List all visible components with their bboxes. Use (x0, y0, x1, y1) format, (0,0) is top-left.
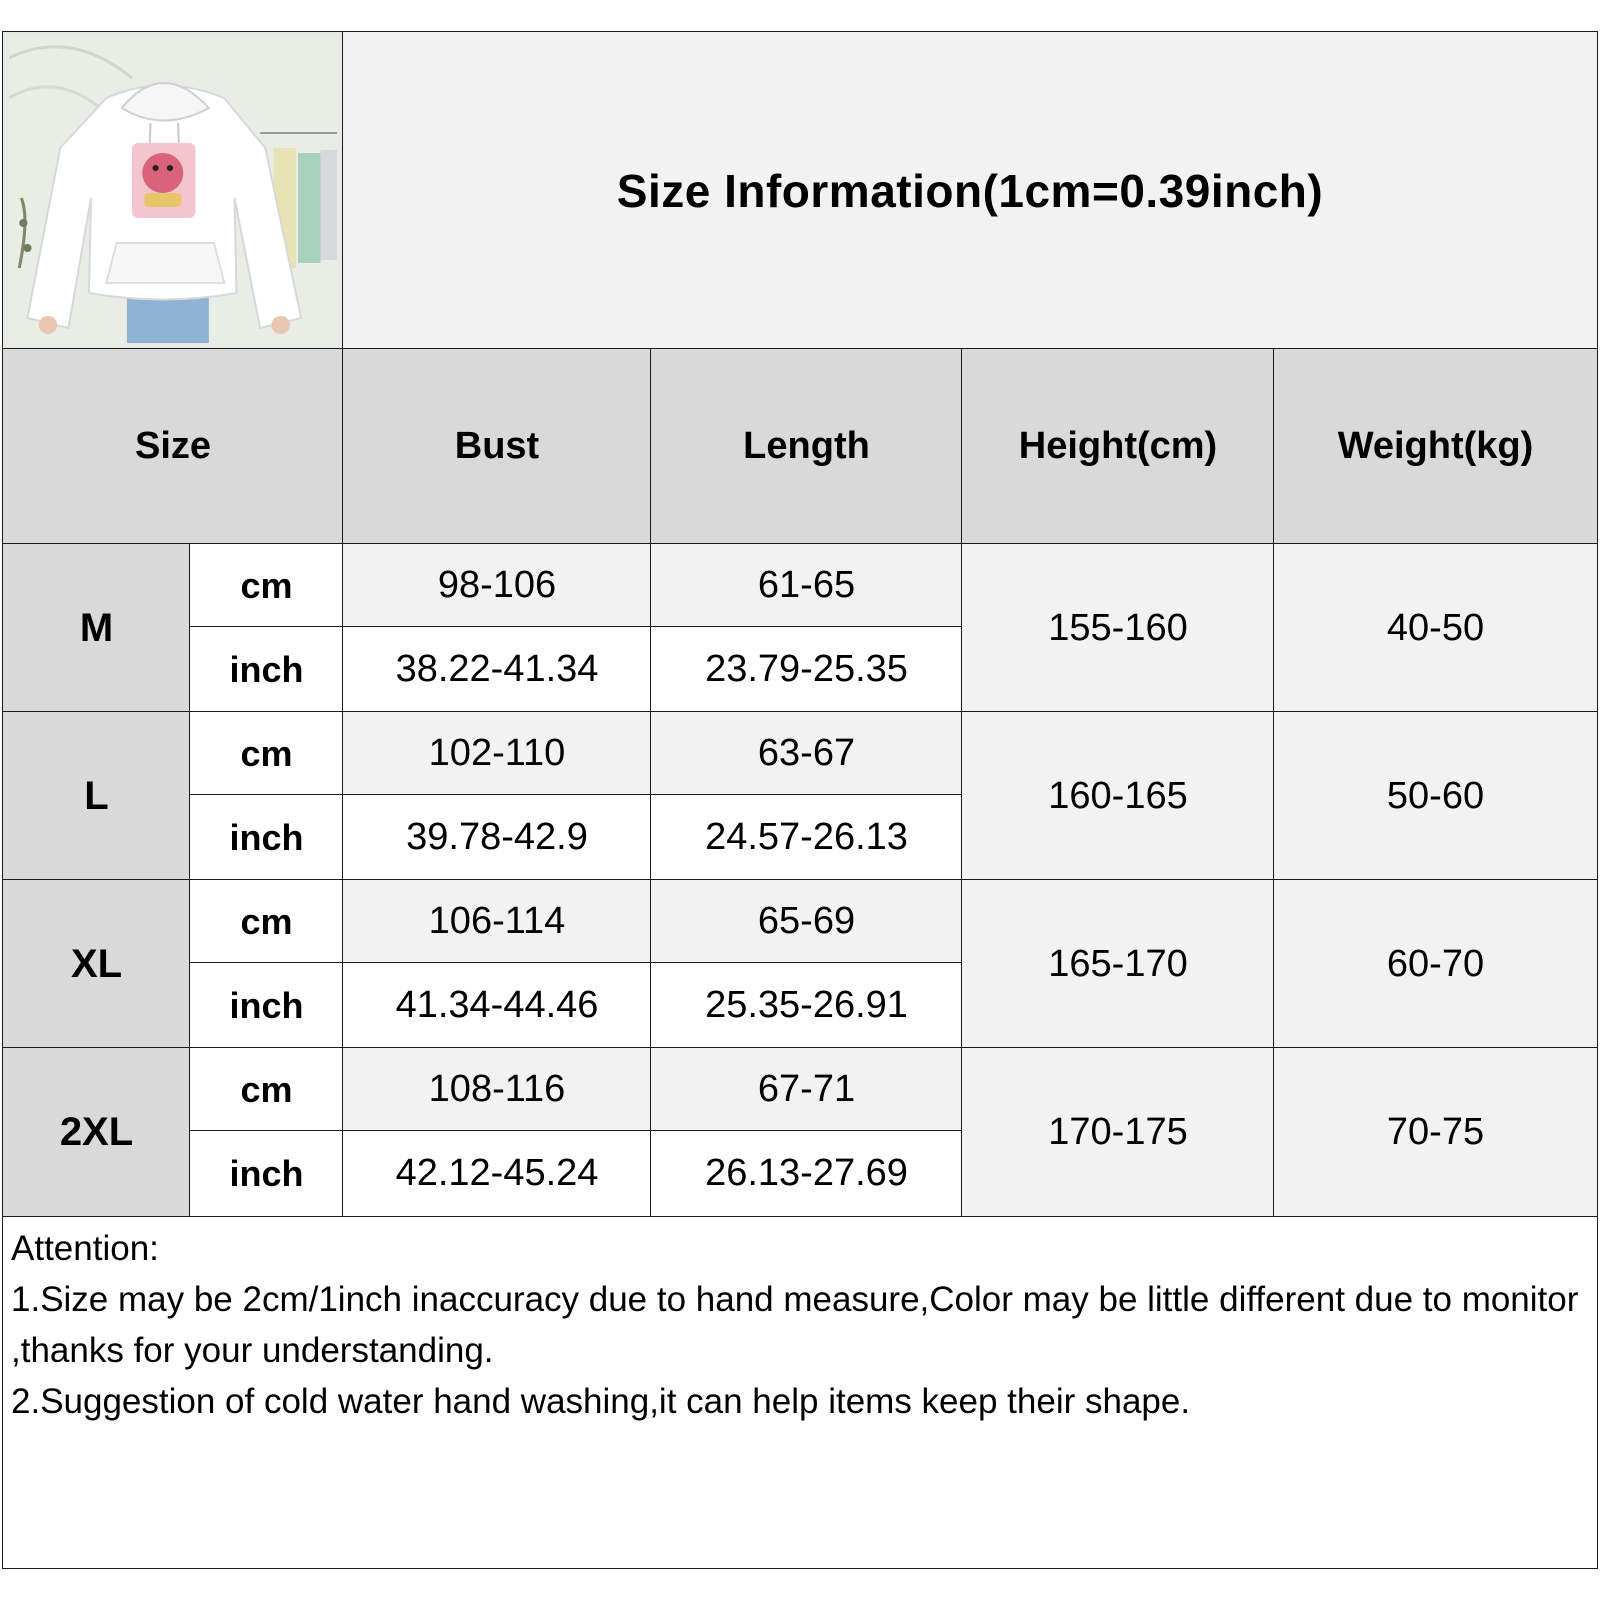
size-chart (2, 31, 1598, 1569)
weight-2xl: 70-75 (1273, 1047, 1598, 1217)
unit-inch: inch (189, 794, 344, 881)
height-2xl: 170-175 (961, 1047, 1275, 1217)
header-size: Size (2, 348, 344, 545)
unit-inch: inch (189, 962, 344, 1049)
unit-cm: cm (189, 711, 344, 796)
unit-inch: inch (189, 626, 344, 713)
attention-notes (2, 1217, 1598, 1569)
weight-xl: 60-70 (1273, 879, 1598, 1049)
product-photo (2, 31, 344, 350)
height-xl: 165-170 (961, 879, 1275, 1049)
bust-inch-l: 39.78-42.9 (342, 794, 652, 881)
header-weight: Weight(kg) (1273, 348, 1598, 545)
notes-line-2: 2.Suggestion of cold water hand washing,it can help items keep their shape. (11, 1382, 1191, 1421)
bust-inch-2xl: 42.12-45.24 (342, 1130, 652, 1217)
size-label-m: M (2, 543, 191, 713)
length-cm-xl: 65-69 (650, 879, 963, 964)
bust-inch-m: 38.22-41.34 (342, 626, 652, 713)
notes-line-1: 1.Size may be 2cm/1inch inaccuracy due to hand measure,Color may be little different due to monitor ,thanks for your understanding. (11, 1280, 1579, 1370)
bust-cm-2xl: 108-116 (342, 1047, 652, 1132)
unit-cm: cm (189, 879, 344, 964)
length-cm-l: 63-67 (650, 711, 963, 796)
page-title: Size Information(1cm=0.39inch) (342, 31, 1598, 350)
length-inch-2xl: 26.13-27.69 (650, 1130, 963, 1217)
unit-inch: inch (189, 1130, 344, 1217)
height-l: 160-165 (961, 711, 1275, 881)
header-bust: Bust (342, 348, 652, 545)
notes-heading: Attention: (11, 1229, 159, 1268)
hoodie-image (9, 38, 337, 343)
header-height: Height(cm) (961, 348, 1275, 545)
bust-inch-xl: 41.34-44.46 (342, 962, 652, 1049)
height-m: 155-160 (961, 543, 1275, 713)
bust-cm-m: 98-106 (342, 543, 652, 628)
bust-cm-l: 102-110 (342, 711, 652, 796)
length-inch-xl: 25.35-26.91 (650, 962, 963, 1049)
weight-l: 50-60 (1273, 711, 1598, 881)
size-label-2xl: 2XL (2, 1047, 191, 1217)
bust-cm-xl: 106-114 (342, 879, 652, 964)
size-label-l: L (2, 711, 191, 881)
size-label-xl: XL (2, 879, 191, 1049)
unit-cm: cm (189, 543, 344, 628)
header-length: Length (650, 348, 963, 545)
length-inch-l: 24.57-26.13 (650, 794, 963, 881)
length-cm-m: 61-65 (650, 543, 963, 628)
length-inch-m: 23.79-25.35 (650, 626, 963, 713)
weight-m: 40-50 (1273, 543, 1598, 713)
length-cm-2xl: 67-71 (650, 1047, 963, 1132)
unit-cm: cm (189, 1047, 344, 1132)
